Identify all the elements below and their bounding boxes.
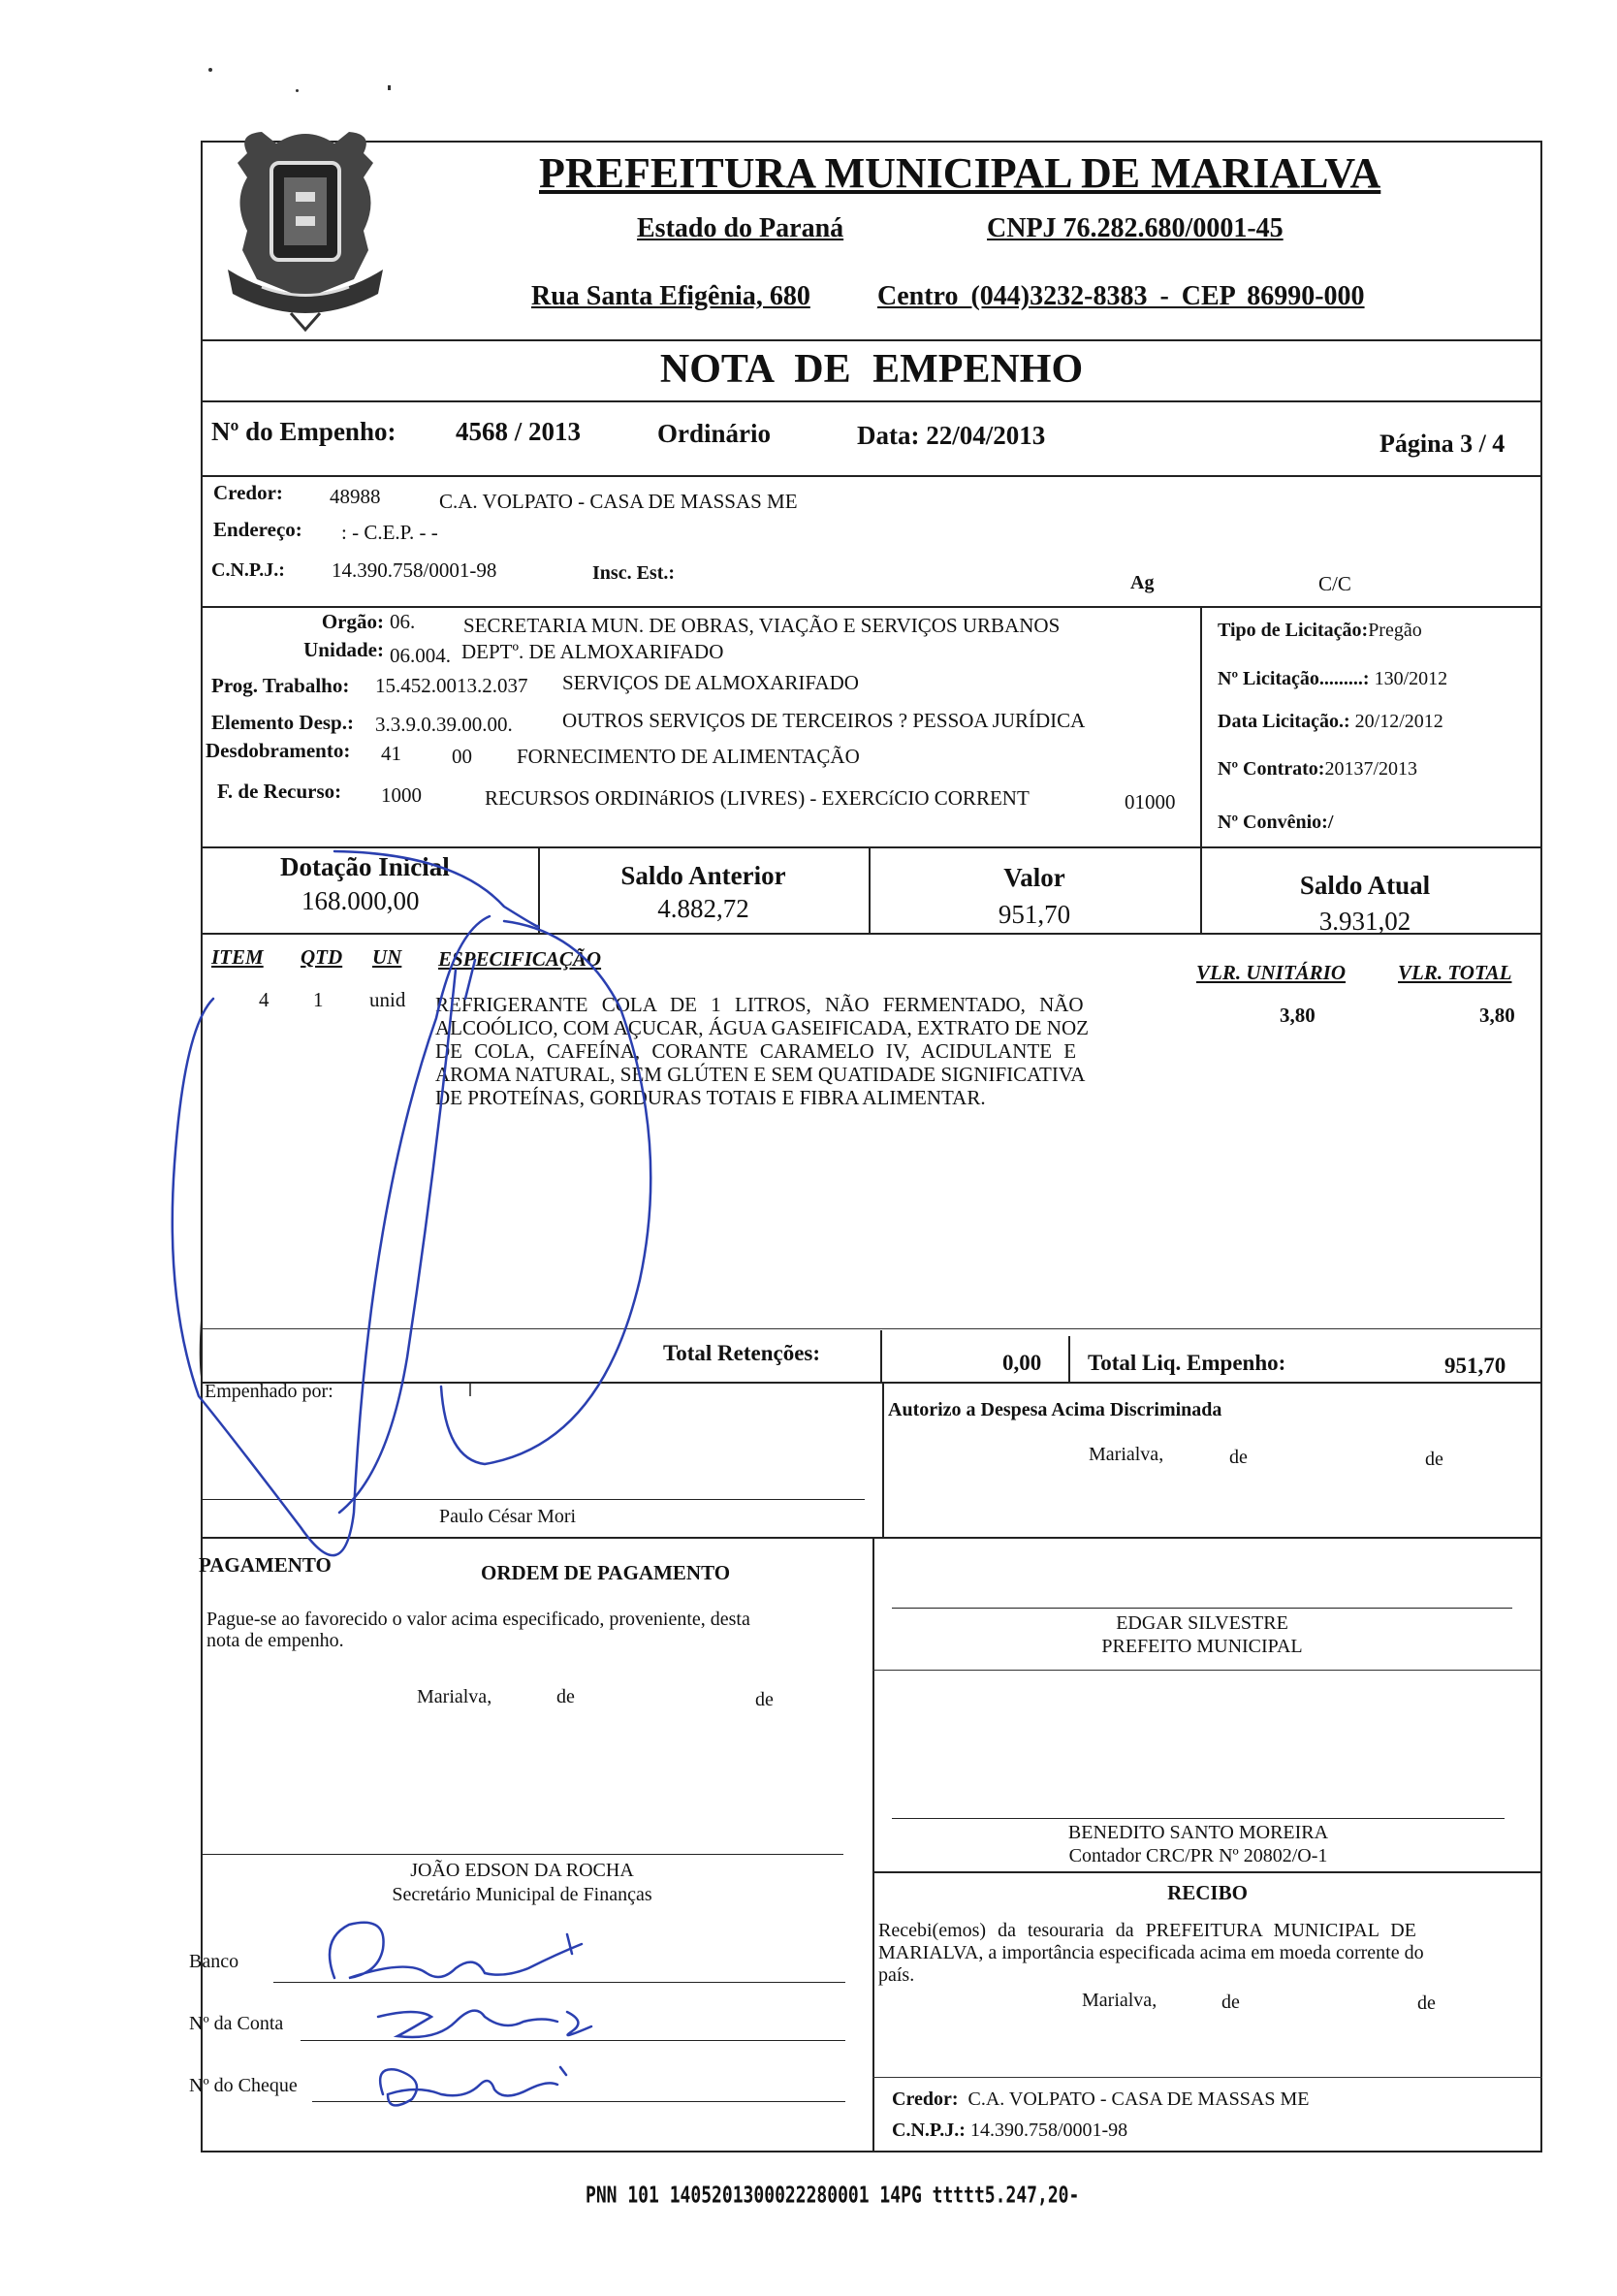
empenhado-label: Empenhado por: bbox=[205, 1381, 333, 1402]
scan-speck bbox=[208, 68, 212, 72]
item-number: 4 bbox=[259, 988, 270, 1011]
item-un: unid bbox=[369, 988, 406, 1011]
autorizo-city: Marialva, bbox=[1089, 1444, 1164, 1465]
item-spec bbox=[435, 993, 1089, 1109]
empenho-date: Data: 22/04/2013 bbox=[857, 421, 1046, 450]
col-item: ITEM bbox=[211, 945, 264, 969]
secretario-name: JOÃO EDSON DA ROCHA bbox=[410, 1860, 634, 1881]
recibo-de2: de bbox=[1417, 1993, 1436, 2014]
prog-code: 15.452.0013.2.037 bbox=[375, 674, 528, 697]
doc-title: NOTA DE EMPENHO bbox=[659, 347, 1084, 392]
recibo-credor: Credor: C.A. VOLPATO - CASA DE MASSAS ME bbox=[892, 2089, 1310, 2110]
autorizo-de1: de bbox=[1229, 1447, 1248, 1468]
col-qtd: QTD bbox=[301, 945, 343, 969]
spec-line: DE COLA, CAFEÍNA, CORANTE CARAMELO IV, ACIDULANTE E bbox=[435, 1039, 1077, 1063]
conta-label: Nº da Conta bbox=[189, 2013, 284, 2034]
recibo-city: Marialva, bbox=[1082, 1990, 1157, 2011]
rec-label: F. de Recurso: bbox=[217, 780, 342, 803]
valor-label: Valor bbox=[1003, 863, 1065, 892]
prefeito-title: PREFEITO MUNICIPAL bbox=[1101, 1636, 1303, 1657]
credor-code: 48988 bbox=[330, 485, 381, 508]
cc-label: C/C bbox=[1318, 572, 1351, 595]
scan-speck bbox=[296, 89, 299, 92]
contador-name: BENEDITO SANTO MOREIRA bbox=[1067, 1822, 1329, 1843]
header-cnpj: CNPJ 76.282.680/0001-45 bbox=[987, 213, 1284, 243]
secretario-title: Secretário Municipal de Finanças bbox=[392, 1884, 652, 1905]
empenho-label: Nº do Empenho: bbox=[211, 417, 396, 446]
page-number: Página 3 / 4 bbox=[1379, 430, 1506, 458]
ordem-label: ORDEM DE PAGAMENTO bbox=[481, 1561, 731, 1584]
licitacao-data: Data Licitação.: 20/12/2012 bbox=[1218, 711, 1443, 732]
rec-name: RECURSOS ORDINáRIOS (LIVRES) - EXERCíCIO CORRENT bbox=[485, 786, 1030, 810]
saldo-atual-value: 3.931,02 bbox=[1318, 907, 1411, 936]
desd-code2: 00 bbox=[452, 745, 472, 768]
desd-code1: 41 bbox=[381, 742, 401, 765]
footer-barcode-text: PNN 101 1405201300022280001 14PG ttttt5.247,20- bbox=[586, 2182, 1080, 2210]
prefeito-name: EDGAR SILVESTRE bbox=[1116, 1612, 1288, 1634]
unidade-label: Unidade: bbox=[303, 638, 384, 661]
col-un: UN bbox=[372, 945, 402, 969]
spec-line: ALCOÓLICO, COM AÇUCAR, ÁGUA GASEIFICADA, EXTRATO DE NOZ bbox=[435, 1016, 1089, 1039]
retencoes-value: 0,00 bbox=[1002, 1351, 1042, 1375]
cnpj-label: C.N.P.J.: bbox=[211, 559, 285, 581]
saldo-anterior-label: Saldo Anterior bbox=[620, 861, 786, 890]
col-vlr-total: VLR. TOTAL bbox=[1398, 961, 1512, 984]
elem-code: 3.3.9.0.39.00.00. bbox=[375, 713, 513, 736]
recibo-de1: de bbox=[1221, 1992, 1240, 2013]
spec-line: REFRIGERANTE COLA DE 1 LITROS, NÃO FERMENTADO, NÃO bbox=[435, 993, 1084, 1016]
autorizo-text: Autorizo a Despesa Acima Discriminada bbox=[888, 1399, 1222, 1420]
licitacao-tipo: Tipo de Licitação:Pregão bbox=[1218, 620, 1422, 641]
dotacao-value: 168.000,00 bbox=[301, 886, 420, 915]
unidade-code: 06.004. bbox=[390, 644, 451, 667]
banco-label: Banco bbox=[189, 1951, 239, 1972]
cheque-label: Nº do Cheque bbox=[189, 2075, 298, 2096]
empenho-number: 4568 / 2013 bbox=[456, 417, 582, 446]
spec-line: DE PROTEÍNAS, GORDURAS TOTAIS E FIBRA ALIMENTAR. bbox=[435, 1086, 986, 1109]
recibo-label: RECIBO bbox=[1167, 1881, 1248, 1904]
saldo-anterior-value: 4.882,72 bbox=[657, 894, 749, 923]
pague-text: Pague-se ao favorecido o valor acima especificado, proveniente, desta nota de empenho. bbox=[206, 1609, 750, 1651]
header-address: Centro (044)3232-8383 - CEP 86990-000 bbox=[877, 281, 1365, 311]
licitacao-contrato: Nº Contrato:20137/2013 bbox=[1218, 758, 1418, 780]
pag-city: Marialva, bbox=[417, 1686, 492, 1707]
valor-value: 951,70 bbox=[998, 900, 1071, 929]
orgao-code: 06. bbox=[390, 610, 416, 633]
saldo-atual-label: Saldo Atual bbox=[1299, 871, 1431, 900]
cnpj-value: 14.390.758/0001-98 bbox=[332, 558, 497, 582]
retencoes-label: Total Retenções: bbox=[663, 1341, 821, 1365]
pag-de2: de bbox=[755, 1689, 774, 1710]
address-value: : - C.E.P. - - bbox=[341, 521, 438, 544]
orgao-name: SECRETARIA MUN. DE OBRAS, VIAÇÃO E SERVIÇOS URBANOS bbox=[463, 614, 1061, 637]
total-liq-value: 951,70 bbox=[1444, 1354, 1506, 1378]
empenho-type: Ordinário bbox=[657, 419, 772, 448]
item-vlr-total: 3,80 bbox=[1479, 1004, 1515, 1027]
contador-title: Contador CRC/PR Nº 20802/O-1 bbox=[1068, 1845, 1328, 1866]
prog-name: SERVIÇOS DE ALMOXARIFADO bbox=[562, 671, 859, 694]
licitacao-convenio: Nº Convênio:/ bbox=[1218, 812, 1334, 833]
elem-label: Elemento Desp.: bbox=[211, 711, 354, 734]
header-street: Rua Santa Efigênia, 680 bbox=[531, 281, 810, 311]
col-spec: ESPECIFICAÇÃO bbox=[438, 947, 602, 971]
total-liq-label: Total Liq. Empenho: bbox=[1088, 1351, 1286, 1375]
credor-name: C.A. VOLPATO - CASA DE MASSAS ME bbox=[439, 490, 798, 513]
col-vlr-unit: VLR. UNITÁRIO bbox=[1196, 961, 1347, 984]
pag-de1: de bbox=[556, 1686, 575, 1707]
header-state: Estado do Paraná bbox=[637, 213, 844, 243]
prog-label: Prog. Trabalho: bbox=[211, 674, 350, 697]
item-vlr-unit: 3,80 bbox=[1280, 1004, 1316, 1027]
rec-code: 1000 bbox=[381, 783, 422, 807]
crest-icon bbox=[208, 124, 402, 333]
ag-label: Ag bbox=[1130, 572, 1155, 593]
rec-code2: 01000 bbox=[1125, 790, 1176, 813]
elem-name: OUTROS SERVIÇOS DE TERCEIROS ? PESSOA JURÍDICA bbox=[562, 709, 1086, 732]
unidade-name: DEPTº. DE ALMOXARIFADO bbox=[461, 640, 724, 663]
pagamento-label: PAGAMENTO bbox=[199, 1553, 332, 1577]
credor-label: Credor: bbox=[213, 481, 283, 504]
autorizo-de2: de bbox=[1425, 1449, 1443, 1470]
desd-label: Desdobramento: bbox=[206, 739, 351, 762]
item-qtd: 1 bbox=[313, 988, 324, 1011]
licitacao-num: Nº Licitação.........: 130/2012 bbox=[1218, 668, 1448, 689]
desd-name: FORNECIMENTO DE ALIMENTAÇÃO bbox=[517, 745, 860, 768]
spec-line: AROMA NATURAL, SEM GLÚTEN E SEM QUATIDADE SIGNIFICATIVA bbox=[435, 1063, 1086, 1086]
insc-label: Insc. Est.: bbox=[592, 562, 676, 584]
recibo-text: Recebi(emos) da tesouraria da PREFEITURA MUNICIPAL DE MARIALVA, a importância especificada acima em moeda corrente do país. bbox=[878, 1920, 1424, 1986]
scan-speck bbox=[388, 85, 391, 90]
empenhado-name: Paulo César Mori bbox=[439, 1506, 577, 1527]
orgao-label: Orgão: bbox=[321, 610, 384, 633]
recibo-cnpj: C.N.P.J.: 14.390.758/0001-98 bbox=[892, 2120, 1128, 2141]
address-label: Endereço: bbox=[213, 518, 302, 541]
header-title: PREFEITURA MUNICIPAL DE MARIALVA bbox=[539, 149, 1381, 197]
dotacao-label: Dotação Inicial bbox=[280, 852, 450, 881]
